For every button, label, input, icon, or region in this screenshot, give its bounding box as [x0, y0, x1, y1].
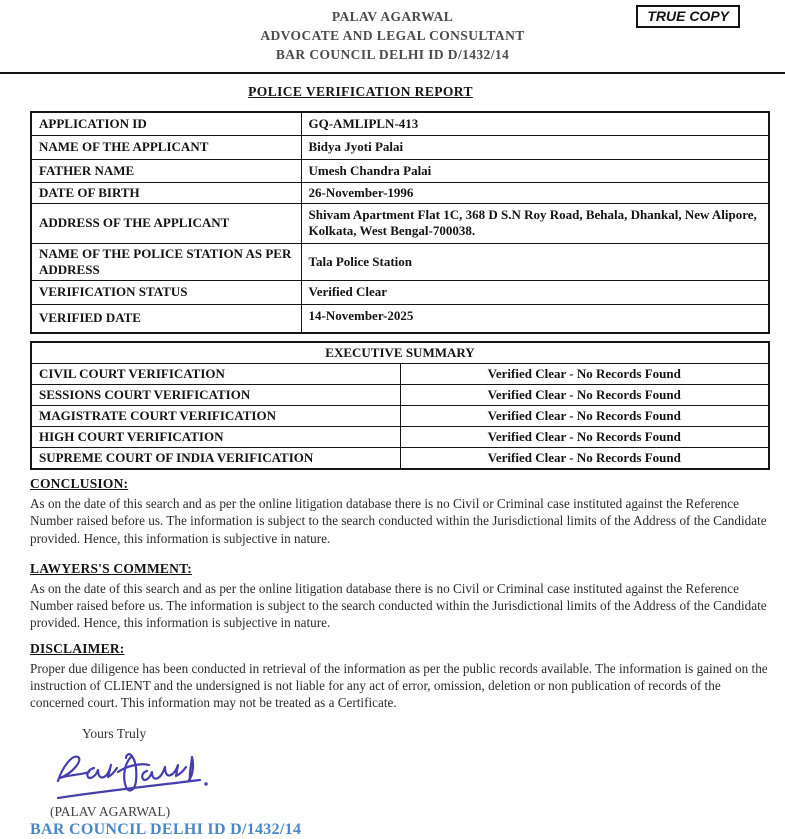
- row-value: 26-November-1996: [301, 182, 769, 203]
- header-divider: [0, 72, 785, 74]
- executive-summary-table: [30, 341, 770, 470]
- row-value: Tala Police Station: [301, 243, 769, 280]
- conclusion-section: [30, 476, 768, 547]
- conclusion-text: As on the date of this search and as per the online litigation database there is no Civil or Criminal case instituted against the Reference Number raised before us. The information is subject to the search conducted within the Jurisdictional limits of the Address of the Candidate provided. Hence, this information is subjective in nature.: [30, 496, 767, 546]
- true-copy-stamp: TRUE COPY: [636, 5, 740, 28]
- row-label: VERIFICATION STATUS: [31, 280, 301, 304]
- applicant-details-table: [30, 111, 770, 334]
- row-value: Verified Clear - No Records Found: [400, 427, 769, 448]
- row-value: Verified Clear - No Records Found: [400, 364, 769, 385]
- lawyers-comment-section: [30, 561, 768, 632]
- executive-summary-header: EXECUTIVE SUMMARY: [31, 342, 769, 364]
- row-label: ADDRESS OF THE APPLICANT: [31, 203, 301, 243]
- row-value: Verified Clear - No Records Found: [400, 385, 769, 406]
- table-row: [31, 406, 769, 427]
- table-row: [31, 448, 769, 470]
- lawyers-comment-text: As on the date of this search and as per the online litigation database there is no Civil or Criminal case instituted against the Reference Number raised before us. The information is subject to the search conducted within the Jurisdictional limits of the Address of the Candidate provided. Hence, this information is subjective in nature.: [30, 580, 767, 631]
- row-label: NAME OF THE POLICE STATION AS PER ADDRESS: [31, 243, 301, 280]
- row-label: CIVIL COURT VERIFICATION: [31, 364, 400, 385]
- conclusion-heading: CONCLUSION:: [30, 476, 129, 491]
- row-label: SESSIONS COURT VERIFICATION: [31, 385, 400, 406]
- row-label: APPLICATION ID: [31, 112, 301, 135]
- table-row: [31, 182, 769, 203]
- row-label: HIGH COURT VERIFICATION: [31, 427, 400, 448]
- table-row: [31, 112, 769, 135]
- row-value: Verified Clear - No Records Found: [400, 448, 769, 470]
- row-value: Verified Clear - No Records Found: [400, 406, 769, 427]
- disclaimer-text: Proper due diligence has been conducted in retrieval of the information as per the public records available. The information is gained on the instruction of CLIENT and the undersigned is not liable for any act of error, omission, deletion or non publication of records of the concerned court. This information may not be treated as a Certificate.: [30, 660, 768, 711]
- row-label: MAGISTRATE COURT VERIFICATION: [31, 406, 400, 427]
- row-label: SUPREME COURT OF INDIA VERIFICATION: [31, 448, 400, 470]
- row-label: VERIFIED DATE: [31, 304, 301, 333]
- row-label: DATE OF BIRTH: [31, 182, 301, 203]
- bar-council-id-line: BAR COUNCIL DELHI ID D/1432/14: [30, 820, 302, 838]
- table-row: [31, 203, 769, 243]
- row-value: 14-November-2025: [301, 304, 769, 333]
- disclaimer-heading: DISCLAIMER:: [30, 640, 125, 656]
- table-row: [31, 135, 769, 159]
- table-row: [31, 427, 769, 448]
- closing-salutation: Yours Truly: [82, 725, 147, 741]
- lawyers-comment-heading: LAWYERS'S COMMENT:: [30, 560, 192, 576]
- table-row: [31, 243, 769, 280]
- table-row: [31, 385, 769, 406]
- table-header-row: [31, 342, 769, 364]
- table-row: [31, 364, 769, 385]
- table-row: [31, 304, 769, 333]
- table-row: [31, 280, 769, 304]
- page-title: POLICE VERIFICATION REPORT: [248, 84, 473, 99]
- advocate-profession: ADVOCATE AND LEGAL CONSULTANT: [260, 28, 525, 43]
- signature-block: [48, 744, 785, 802]
- row-value: Bidya Jyoti Palai: [301, 135, 769, 159]
- row-value: Verified Clear: [301, 280, 769, 304]
- row-label: FATHER NAME: [31, 159, 301, 182]
- table-row: [31, 159, 769, 182]
- advocate-name: PALAV AGARWAL: [331, 9, 454, 24]
- advocate-bar-id: BAR COUNCIL DELHI ID D/1432/14: [275, 47, 510, 62]
- row-value: Umesh Chandra Palai: [301, 159, 769, 182]
- handwritten-signature-icon: [48, 744, 216, 802]
- row-label: NAME OF THE APPLICANT: [31, 135, 301, 159]
- signatory-name: (PALAV AGARWAL): [50, 803, 171, 819]
- row-value: GQ-AMLIPLN-413: [301, 112, 769, 135]
- disclaimer-section: [30, 641, 768, 712]
- row-value: Shivam Apartment Flat 1C, 368 D S.N Roy Road, Behala, Dhankal, New Alipore, Kolkata, West Bengal-700038.: [301, 203, 769, 243]
